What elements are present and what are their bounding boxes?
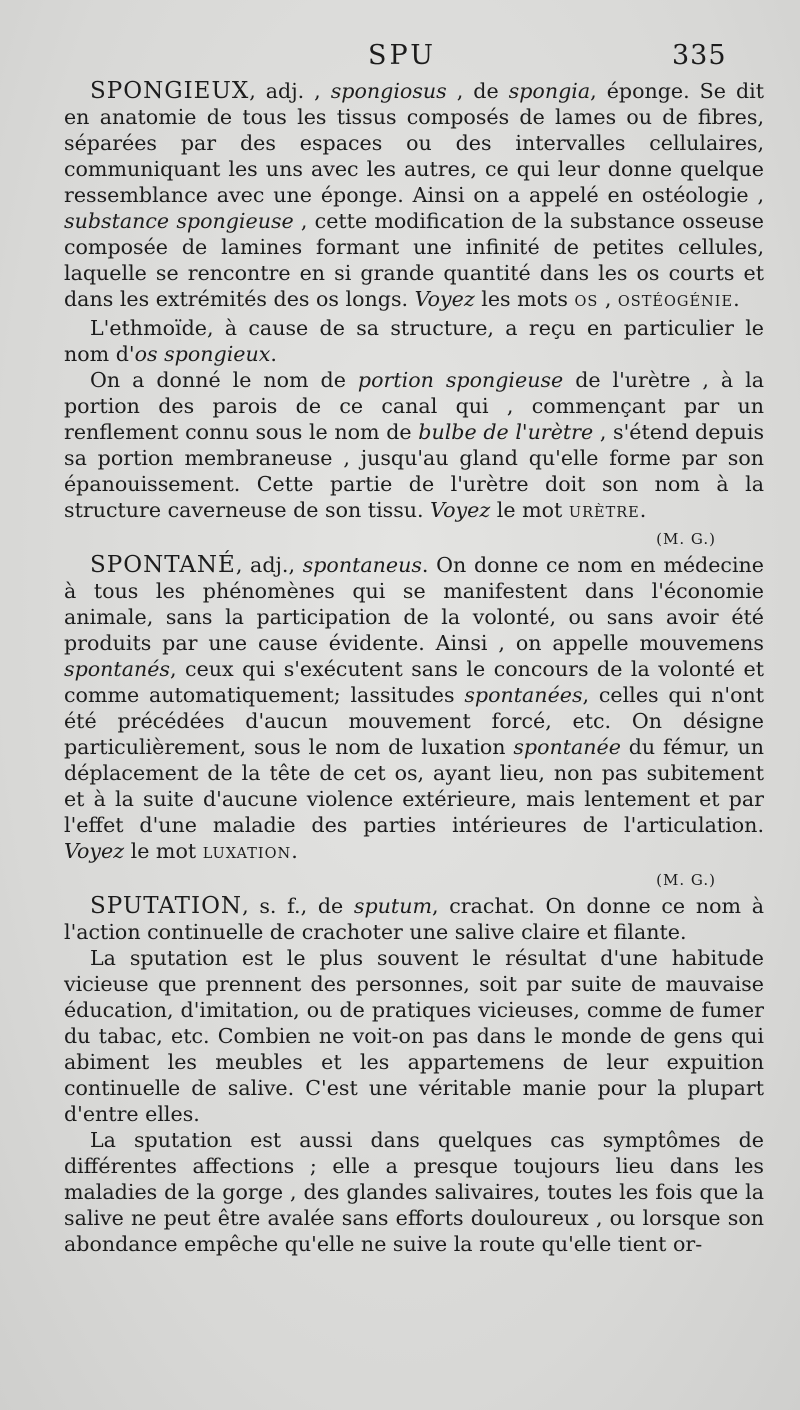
italic-text: os spongieux — [134, 342, 271, 366]
text-run: , ceux qui s'exécutent sans le concours de la volonté et comme automatiquement; lassitudes — [64, 657, 764, 707]
text-run: le mot — [490, 498, 569, 522]
entry-headword: SPONGIEUX — [90, 78, 250, 104]
text-run: , s'étend depuis sa portion membraneuse , jusqu'au gland qu'elle forme par son épanouissement. Cette partie de l'urètre doit son nom à la structure caverneuse de son tissu. — [64, 420, 765, 522]
italic-text: Voyez — [414, 287, 475, 311]
italic-text: spongiosus — [330, 79, 447, 103]
entry-paragraph — [64, 945, 764, 1127]
text-run: le mot — [124, 839, 203, 863]
text-run: , de — [446, 79, 509, 103]
entry-paragraph-lead — [64, 552, 764, 867]
text-run: . — [733, 287, 740, 311]
entry-headword: SPUTATION — [90, 893, 243, 919]
text-run: de l'urètre , à la portion des parois de ce canal qui , commençant par un renflement connu sous le nom de — [64, 368, 764, 444]
text-run: , crachat. On donne ce nom à l'action continuelle de crachoter une salive claire et filante. — [64, 894, 764, 944]
running-head: SPU — [368, 40, 436, 71]
italic-text: spongia — [508, 79, 591, 103]
italic-text: Voyez — [64, 839, 125, 863]
entry-paragraph-lead — [64, 78, 764, 315]
page-header — [0, 40, 800, 80]
small-caps-reference: OSTÉOGÉNIE — [617, 294, 734, 310]
page-number: 335 — [672, 40, 727, 71]
small-caps-reference: OS — [574, 294, 599, 310]
text-run: . On donne ce nom en médecine à tous les phénomènes qui se manifestent dans l'économie animale, sans la participation de la volonté, ou sans avoir été produits par une cause évidente. Ainsi , on appelle mouvemens — [64, 553, 764, 655]
italic-text: portion spongieuse — [357, 368, 564, 392]
text-run: les mots — [474, 287, 575, 311]
text-run: , s. f., de — [242, 894, 354, 918]
italic-text: bulbe de l'urètre — [418, 420, 594, 444]
italic-text: spontanée — [513, 735, 621, 759]
text-run: . — [270, 342, 277, 366]
text-run: La sputation est aussi dans quelques cas symptômes de différentes affections ; elle a presque toujours lieu dans les maladies de la gorge , des glandes salivaires, toutes les fois que la salive ne peut être avalée sans efforts douloureux , ou lorsque son abondance empêche qu'elle ne suive la route qu'elle tient or- — [64, 1128, 764, 1256]
entry-paragraph — [64, 315, 764, 367]
author-signature: (M. G.) — [656, 871, 716, 889]
text-run: , cette modification de la substance osseuse composée de lamines formant une infinité de petites cellules, laquelle se rencontre en si grande quantité dans les os courts et dans les extrémités des os longs. — [64, 209, 764, 311]
text-run: L'ethmoïde, à cause de sa structure, a reçu en particulier le nom d' — [64, 316, 764, 366]
text-run: , éponge. Se dit en anatomie de tous les tissus composés de lames ou de fibres, séparées par des espaces ou des intervalles cellulaires, communiquant les uns avec les autres, ce qui leur donne quelque ressemblance avec une éponge. Ainsi on a appelé en ostéologie , — [64, 79, 764, 207]
text-run: , celles qui n'ont été précédées d'aucun mouvement forcé, etc. On désigne particulièrement, sous le nom de luxation — [64, 683, 765, 759]
entry-paragraph — [64, 1127, 764, 1257]
text-run: . — [639, 498, 647, 522]
page-body-text — [64, 78, 764, 1257]
text-run: , adj. , — [249, 79, 331, 103]
small-caps-reference: URÈTRE — [568, 505, 640, 521]
italic-text: spontanés — [64, 657, 170, 681]
italic-text: Voyez — [430, 498, 491, 522]
text-run: du fémur, un déplacement de la tête de cet os, ayant lieu, non pas subitement et à la suite d'aucune violence extérieure, mais lentement et par l'effet d'une maladie des parties intérieures de l'articulation. — [64, 735, 764, 837]
entry-paragraph-lead — [64, 893, 764, 945]
small-caps-reference: LUXATION — [202, 846, 292, 862]
italic-text: spontaneus — [302, 553, 422, 577]
entry-headword: SPONTANÉ — [90, 552, 236, 578]
text-run: , — [598, 287, 618, 311]
text-run: . — [291, 839, 298, 863]
italic-text: spontanées — [464, 683, 583, 707]
italic-text: sputum — [353, 894, 433, 918]
text-run: , adj., — [235, 553, 303, 577]
italic-text: substance spongieuse — [64, 209, 294, 233]
text-run: La sputation est le plus souvent le résultat d'une habitude vicieuse que prennent des personnes, soit par suite de mauvaise éducation, d'imitation, ou de pratiques vicieuses, comme de fumer du tabac, etc. Combien ne voit-on pas dans le monde de gens qui abiment les meubles et les appartemens de leur expuition continuelle de salive. C'est une véritable manie pour la plupart d'entre elles. — [64, 946, 764, 1126]
text-run: On a donné le nom de — [90, 368, 358, 392]
entry-paragraph — [64, 367, 764, 526]
author-signature: (M. G.) — [656, 530, 716, 548]
